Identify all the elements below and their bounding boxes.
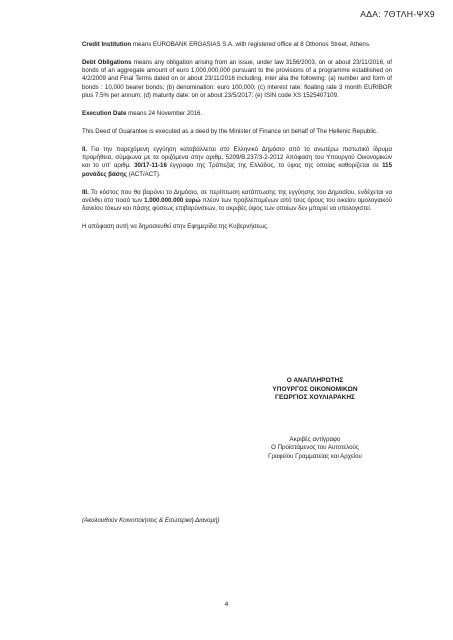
term-credit-institution: Credit Institution <box>82 41 132 48</box>
page-number: 4 <box>224 601 229 608</box>
section-iii-text-b: πλέον των προβλεπομένων από τους όρους του οικείου ομολογιακού δανείου τόκων και πάσης φύσεως επιβαρύνσεων, το ακριβές ύψος των οποίων δεν μπορεί να υπολογιστεί. <box>82 196 392 213</box>
signature-block <box>255 377 375 403</box>
section-ii-basis-points: 115 μονάδες βάσης <box>82 162 393 178</box>
section-iii-amount: 1.000.000.000 ευρώ <box>144 196 201 204</box>
publication-text: Η απόφαση αυτή να δημοσιευθεί στην Εφημερίδα της Κυβερνήσεως. <box>82 223 269 231</box>
section-ii-text-c: (ACT/ACT). <box>126 170 161 178</box>
term-debt-obligations: Debt Obligations <box>82 58 132 66</box>
section-ii-text-a: Για την παρεχόμενη εγγύηση καταβάλλεται στο Ελληνικό Δημόσιο από το ανωτέρω πιστωτικό ίδρυμα προμήθεια, σύμφωνα με τα οριζόμενα στην αριθμ. 5209/Β.237/3-2-2012 Απόφαση του Υπουργού Οικονομικών και το υπ' αριθμ. <box>82 145 392 170</box>
certified-copy-office-head: Ο Προϊστάμενος του Αυτοτελούς <box>271 444 359 452</box>
paragraph-credit-institution <box>82 41 392 49</box>
signature-ministry: ΥΠΟΥΡΓΟΣ ΟΙΚΟΝΟΜΙΚΩΝ <box>272 385 358 393</box>
deed-text: This Deed of Guarantee is executed as a deed by the Minister of Finance on behalf of The Hellenic Republic. <box>82 127 378 135</box>
section-ii-reference: 30/17-11-16 <box>134 162 167 170</box>
paragraph-execution-date <box>82 110 392 118</box>
execution-date-text: means 24 November 2016. <box>126 109 203 117</box>
term-execution-date: Execution Date <box>82 109 127 117</box>
certified-copy-label: Ακριβές αντίγραφο <box>289 436 341 443</box>
paragraph-section-ii <box>82 146 392 179</box>
certified-copy-office: Γραφείου Γραμματείας και Αρχείου <box>268 452 362 460</box>
credit-institution-text: means EUROBANK ERGASIAS S.A. with registered office at 8 Othonos Street, Athens. <box>131 41 371 48</box>
paragraph-section-iii <box>82 189 392 214</box>
paragraph-debt-obligations <box>82 59 392 100</box>
section-ii-text-b: έγγραφο της Τράπεζας της Ελλάδος, το ύψος της οποίας καθορίζεται σε <box>166 162 383 170</box>
signature-title: Ο ΑΝΑΠΛΗΡΩΤΗΣ <box>286 377 344 384</box>
document-body <box>82 41 392 241</box>
debt-obligations-text: means any obligation arising from an issue, under law 3156/2003, on or about 23/11/2016, of bonds of an aggregate amount of euro 1,000,000,000 pursuant to the provisions of a programme established on 4/2/2009 and Final Terms dated on or about 23/11/2016 including, inter alia the following: (a) number and form of bonds : 10,000 bearer bonds; (b) denomination: euro 100,000; (c) interest rate: floating rate 3 month EURIBOR plus 7.5% per annum; (d) maturity date: on or about 23/5/2017; (e) ISIN code XS 1525407109. <box>82 58 392 100</box>
paragraph-publication <box>82 223 392 231</box>
section-iii-text-a: Το κόστος που θα βαρύνει το Δημόσιο, σε περίπτωση κατάπτωσης της εγγύησης του Δημοσίου, ενδέχεται να ανέλθει στο ποσό των <box>82 188 392 204</box>
section-iii-number: III. <box>82 188 89 196</box>
ada-code: ΑΔΑ: 7ΘΤΛΗ-ΨΧ9 <box>360 9 435 19</box>
section-ii-number: II. <box>82 145 88 153</box>
paragraph-deed <box>82 128 392 136</box>
signature-name: ΓΕΩΡΓΙΟΣ ΧΟΥΛΙΑΡΑΚΗΣ <box>275 394 355 402</box>
certified-copy-block <box>255 436 375 461</box>
distribution-note: (Ακολουθούν Κοινοποιήσεις & Εσωτερική Διανομή) <box>82 517 220 524</box>
